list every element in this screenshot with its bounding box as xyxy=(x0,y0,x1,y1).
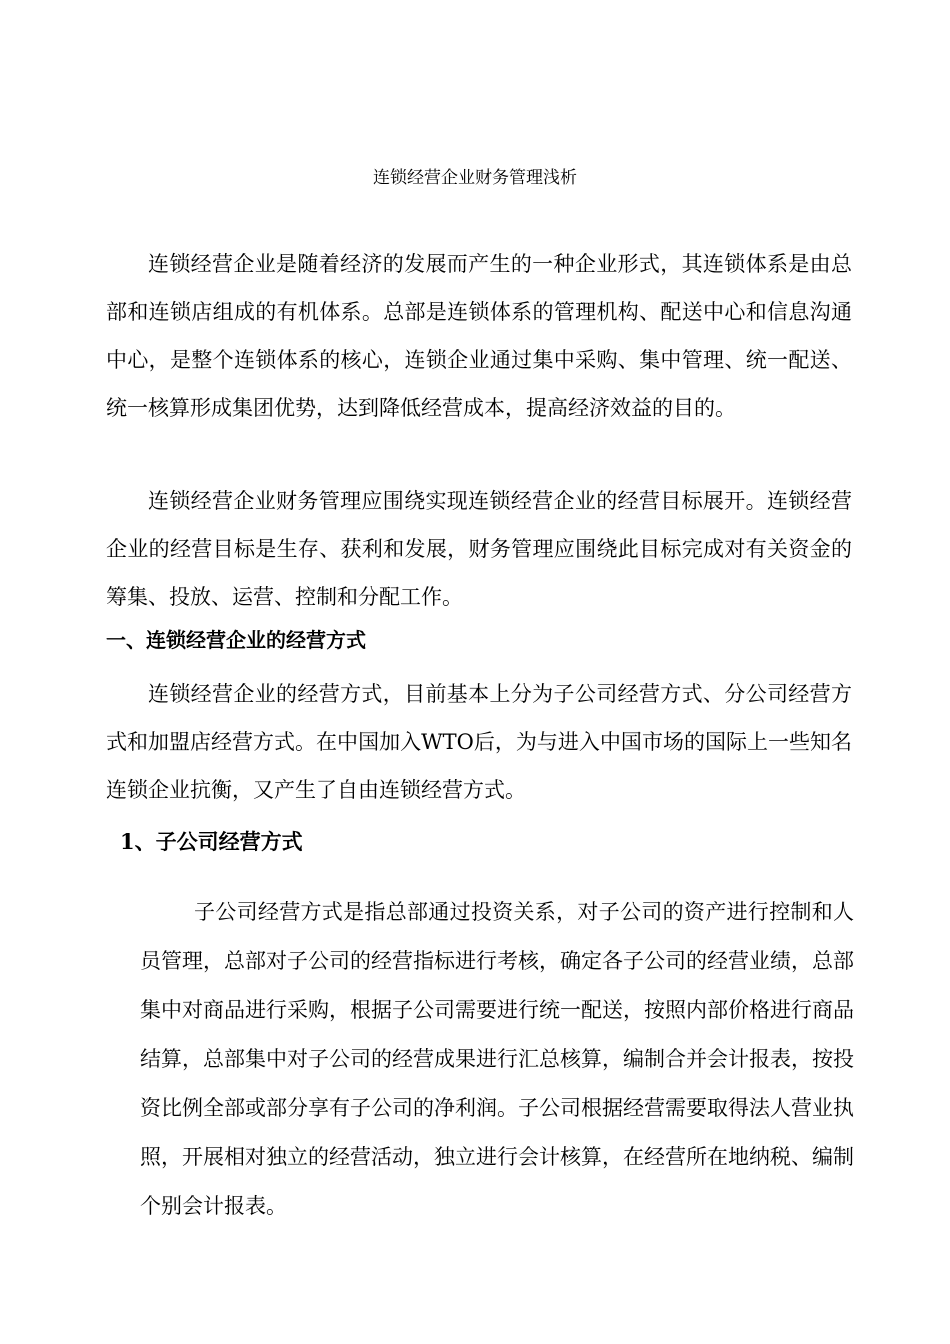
subsection-heading-1: 1、子公司经营方式 xyxy=(120,829,303,854)
document-title: 连锁经营企业财务管理浅析 xyxy=(373,168,577,188)
intro-paragraph-2: 连锁经营企业财务管理应围绕实现连锁经营企业的经营目标展开。连锁经营企业的经营目标是生存、获利和发展，财务管理应围绕此目标完成对有关资金的筹集、投放、运营、控制和分配工作。 xyxy=(106,489,852,609)
section-heading-1: 一、连锁经营企业的经营方式 xyxy=(106,628,366,652)
intro-paragraph-1: 连锁经营企业是随着经济的发展而产生的一种企业形式，其连锁体系是由总部和连锁店组成的有机体系。总部是连锁体系的管理机构、配送中心和信息沟通中心，是整个连锁体系的核心，连锁企业通过集中采购、集中管理、统一配送、统一核算形成集团优势，达到降低经营成本，提高经济效益的目的。 xyxy=(106,252,852,420)
section-1-paragraph: 连锁经营企业的经营方式，目前基本上分为子公司经营方式、分公司经营方式和加盟店经营方式。在中国加入WTO后，为与进入中国市场的国际上一些知名连锁企业抗衡，又产生了自由连锁经营方式。 xyxy=(106,682,852,802)
subsection-1-paragraph: 子公司经营方式是指总部通过投资关系，对子公司的资产进行控制和人员管理，总部对子公司的经营指标进行考核，确定各子公司的经营业绩，总部集中对商品进行采购，根据子公司需要进行统一配送，按照内部价格进行商品结算，总部集中对子公司的经营成果进行汇总核算，编制合并会计报表，按投资比例全部或部分享有子公司的净利润。子公司根据经营需要取得法人营业执照，开展相对独立的经营活动，独立进行会计核算，在经营所在地纳税、编制个别会计报表。 xyxy=(140,900,854,1218)
